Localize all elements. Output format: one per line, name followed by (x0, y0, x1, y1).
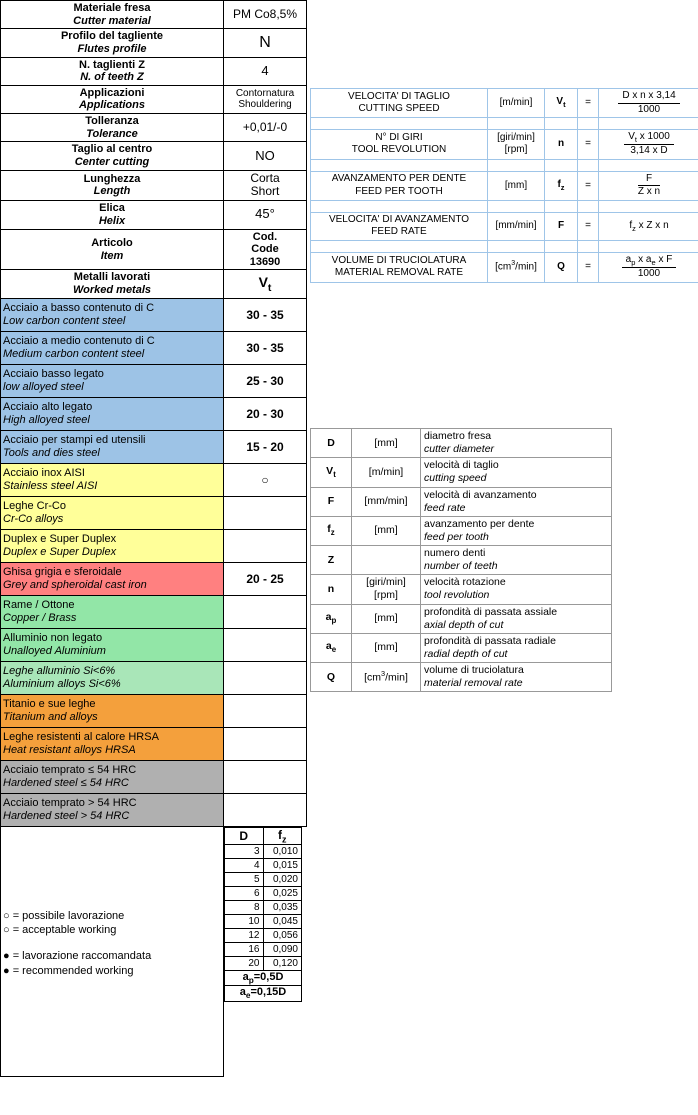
material-titanium: Titanio e sue leghe Titanium and alloys (1, 694, 224, 727)
dfz-cell (224, 826, 307, 1076)
table-row (1, 29, 307, 57)
table-row (1, 114, 307, 142)
material-cast-iron: Ghisa grigia e sferoidale Grey and spheroidal cast iron (1, 562, 224, 595)
material-vt-value (224, 496, 307, 529)
formula-symbol-vt: $V_t$ (545, 89, 578, 118)
table-row (225, 929, 302, 943)
label-en: Tolerance (86, 127, 138, 140)
symbol-description: velocità rotazione tool revolution (421, 575, 612, 604)
worked-metals-vt-header: $V_t$ (224, 270, 307, 298)
table-row (311, 487, 612, 516)
material-crco: Leghe Cr-Co Cr-Co alloys (1, 496, 224, 529)
dfz-d: 5 (225, 873, 264, 887)
spec-value-teeth: 4 (224, 57, 307, 85)
table-row (1, 364, 307, 397)
formula-row-tool-revolution (311, 130, 698, 160)
table-row (1, 529, 307, 562)
material-aluminium-alloys: Leghe alluminio Si<6% Aluminium alloys Si<6% (1, 661, 224, 694)
spec-label-length (1, 170, 224, 201)
legend-acceptable-it: ○ = possibile lavorazione (3, 909, 125, 922)
table-row (1, 562, 307, 595)
table-row (1, 793, 307, 826)
symbol-description: velocità di avanzamento feed rate (421, 487, 612, 516)
material-low-carbon: Acciaio a basso contenuto di C Low carbon content steel (1, 298, 224, 331)
formula-symbol-fz: $f_z$ (545, 171, 578, 200)
table-row (225, 971, 302, 986)
label-en: Length (93, 185, 131, 198)
table-row (1, 661, 307, 694)
material-vt-value (224, 793, 307, 826)
table-row (311, 575, 612, 604)
table-row (1, 694, 307, 727)
spec-value-item: Cod. Code 13690 (224, 229, 307, 270)
spec-label-tolerance (1, 114, 224, 142)
label-it: N. taglienti Z (79, 58, 145, 71)
table-row (1, 595, 307, 628)
table-row (1, 496, 307, 529)
symbol-description: avanzamento per dente feed per tooth (421, 516, 612, 545)
formula-unit: [mm/min] (488, 212, 545, 240)
material-low-alloyed: Acciaio basso legato low alloyed steel (1, 364, 224, 397)
spec-label-flutes-profile (1, 29, 224, 57)
symbol-unit: [mm/min] (352, 487, 421, 516)
table-row (225, 957, 302, 971)
dfz-d: 4 (225, 859, 264, 873)
legend-notes (1, 826, 224, 1076)
symbol-description: velocità di taglio cutting speed (421, 458, 612, 487)
formula-unit: [mm] (488, 171, 545, 200)
label-it: Metalli lavorati (73, 271, 151, 284)
table-row (1, 142, 307, 170)
spec-value-helix: 45° (224, 201, 307, 229)
symbol-description: volume di truciolatura material removal rate (421, 663, 612, 692)
formula-equals: = (578, 89, 599, 118)
spec-value-length: Corta Short (224, 170, 307, 201)
dfz-d: 8 (225, 901, 264, 915)
table-row (311, 429, 612, 458)
table-row (1, 727, 307, 760)
formula-denominator: 3,14 x D (630, 145, 668, 157)
material-vt-value: 30 - 35 (224, 331, 307, 364)
dfz-d: 12 (225, 929, 264, 943)
table-row (225, 915, 302, 929)
table-row (1, 397, 307, 430)
formula-numerator: $a_p$ x $a_e$ x F (622, 254, 677, 268)
table-row (225, 887, 302, 901)
dfz-fz: 0,090 (263, 943, 302, 957)
dfz-d: 16 (225, 943, 264, 957)
material-vt-value (224, 727, 307, 760)
worked-metals-label (1, 270, 224, 298)
dfz-d: 6 (225, 887, 264, 901)
symbol-vt: $V_t$ (311, 458, 352, 487)
material-vt-value (224, 760, 307, 793)
label-it: Taglio al centro (71, 143, 153, 156)
table-row-legend (1, 826, 307, 1076)
formula-name-mrr: VOLUME DI TRUCIOLATURA MATERIAL REMOVAL RATE (311, 252, 488, 282)
formula-denominator: 1000 (637, 103, 661, 115)
formula-expression (599, 89, 698, 118)
table-row (1, 57, 307, 85)
material-vt-value (224, 661, 307, 694)
label-it: Elica (99, 202, 125, 215)
formula-numerator: $V_t$ x 1000 (624, 131, 674, 145)
table-row (1, 298, 307, 331)
formula-name-tool-revolution: N° DI GIRI TOOL REVOLUTION (311, 130, 488, 160)
dfz-fz: 0,056 (263, 929, 302, 943)
formula-equals: = (578, 252, 599, 282)
dfz-fz: 0,035 (263, 901, 302, 915)
dfz-fz: 0,015 (263, 859, 302, 873)
material-vt-value (224, 529, 307, 562)
label-en: Applications (78, 99, 145, 112)
spec-table (0, 0, 307, 1077)
formula-expression (599, 252, 698, 282)
symbol-unit: [mm] (352, 429, 421, 458)
symbols-table (310, 428, 612, 692)
material-high-alloyed: Acciaio alto legato High alloyed steel (1, 397, 224, 430)
table-row (311, 633, 612, 662)
formula-numerator: D x n x 3,14 (618, 90, 679, 104)
material-tools-dies: Acciaio per stampi ed utensili Tools and dies steel (1, 430, 224, 463)
formula-unit: [giri/min] [rpm] (488, 130, 545, 160)
symbol-q: Q (311, 663, 352, 692)
table-row (225, 901, 302, 915)
dfz-footer-ap: $a_p=0,5D$ (225, 971, 302, 986)
material-vt-value: 20 - 30 (224, 397, 307, 430)
formula-equals: = (578, 212, 599, 240)
table-row (311, 546, 612, 575)
material-vt-value: 15 - 20 (224, 430, 307, 463)
formula-unit: $[cm^3/\min]$ (488, 252, 545, 282)
legend-recommended-en: ● = recommended working (3, 964, 134, 977)
material-vt-value: 25 - 30 (224, 364, 307, 397)
label-en: Worked metals (72, 284, 152, 297)
formula-equals: = (578, 130, 599, 160)
table-row (1, 170, 307, 201)
label-en: N. of teeth Z (80, 71, 144, 84)
legend-recommended-it: ● = lavorazione raccomandata (3, 950, 152, 963)
spec-label-teeth (1, 57, 224, 85)
label-en: Helix (98, 214, 126, 227)
formula-expression (599, 130, 698, 160)
material-stainless: Acciaio inox AISI Stainless steel AISI (1, 463, 224, 496)
formula-denominator: Z x n (637, 186, 661, 198)
symbol-unit: $[cm^3/\min]$ (352, 663, 421, 692)
spec-label-helix (1, 201, 224, 229)
label-en: Item (100, 249, 124, 262)
formula-name-feed-rate: VELOCITA' DI AVANZAMENTO FEED RATE (311, 212, 488, 240)
formula-symbol-f: F (545, 212, 578, 240)
formula-row-cutting-speed (311, 89, 698, 118)
formula-name-feed-per-tooth: AVANZAMENTO PER DENTE FEED PER TOOTH (311, 171, 488, 200)
symbol-n: n (311, 575, 352, 604)
material-unalloyed-aluminium: Alluminio non legato Unalloyed Aluminium (1, 628, 224, 661)
table-row (1, 1, 307, 29)
symbol-ap: $a_p$ (311, 604, 352, 633)
material-vt-value (224, 628, 307, 661)
table-row (311, 663, 612, 692)
spec-label-center-cutting (1, 142, 224, 170)
dfz-fz: 0,025 (263, 887, 302, 901)
legend-acceptable-en: ○ = acceptable working (3, 924, 117, 937)
table-row (225, 859, 302, 873)
table-row (225, 943, 302, 957)
table-row (311, 458, 612, 487)
table-row (225, 845, 302, 859)
label-it: Lunghezza (83, 172, 141, 185)
material-medium-carbon: Acciaio a medio contenuto di C Medium carbon content steel (1, 331, 224, 364)
dfz-footer-ae: $a_e=0,15D$ (225, 986, 302, 1001)
symbol-unit: [m/min] (352, 458, 421, 487)
formula-spacer (311, 240, 698, 252)
dfz-table (224, 827, 302, 1002)
symbol-ae: $a_e$ (311, 633, 352, 662)
formula-spacer (311, 118, 698, 130)
dfz-header-d: D (225, 827, 264, 844)
table-row (225, 873, 302, 887)
formula-unit: [m/min] (488, 89, 545, 118)
symbol-description: profondità di passata radiale radial depth of cut (421, 633, 612, 662)
spec-label-item (1, 229, 224, 270)
label-en: Flutes profile (77, 42, 147, 55)
spec-value-applications: Contornatura Shouldering (224, 85, 307, 113)
formula-row-feed-per-tooth (311, 171, 698, 200)
label-en: Center cutting (74, 156, 150, 169)
symbol-description: profondità di passata assiale axial depth of cut (421, 604, 612, 633)
spec-value-flutes-profile: N (224, 29, 307, 57)
table-row (1, 430, 307, 463)
symbol-unit: [giri/min] [rpm] (352, 575, 421, 604)
symbol-d: D (311, 429, 352, 458)
table-row (311, 516, 612, 545)
material-vt-value: 30 - 35 (224, 298, 307, 331)
formula-numerator: F (638, 173, 660, 187)
material-vt-value (224, 595, 307, 628)
material-copper-brass: Rame / Ottone Copper / Brass (1, 595, 224, 628)
formula-equals: = (578, 171, 599, 200)
dfz-header-fz: $f_z$ (263, 827, 302, 844)
label-en: Cutter material (73, 14, 151, 27)
label-it: Applicazioni (79, 86, 145, 99)
material-vt-value (224, 694, 307, 727)
label-it: Articolo (91, 236, 133, 249)
spec-value-cutter-material: PM Co8,5% (224, 1, 307, 29)
formula-expression (599, 171, 698, 200)
symbol-unit: [mm] (352, 633, 421, 662)
dfz-header-row (225, 827, 302, 844)
symbol-z: Z (311, 546, 352, 575)
symbol-description: numero denti number of teeth (421, 546, 612, 575)
label-it: Profilo del tagliente (60, 30, 164, 43)
table-row (1, 331, 307, 364)
spec-value-center-cutting: NO (224, 142, 307, 170)
table-row (1, 760, 307, 793)
symbol-f: F (311, 487, 352, 516)
symbol-unit (352, 546, 421, 575)
table-row (1, 201, 307, 229)
dfz-fz: 0,120 (263, 957, 302, 971)
spec-label-applications (1, 85, 224, 113)
formula-expression: $f_z$ x Z x n (599, 212, 698, 240)
symbol-unit: [mm] (352, 516, 421, 545)
formula-spacer (311, 159, 698, 171)
dfz-d: 10 (225, 915, 264, 929)
dfz-d: 20 (225, 957, 264, 971)
table-row (1, 628, 307, 661)
formula-name-cutting-speed: VELOCITA' DI TAGLIO CUTTING SPEED (311, 89, 488, 118)
table-row (1, 85, 307, 113)
table-row-worked-metals-header (1, 270, 307, 298)
formula-row-mrr (311, 252, 698, 282)
material-vt-value: ○ (224, 463, 307, 496)
table-row (225, 986, 302, 1001)
material-duplex: Duplex e Super Duplex Duplex e Super Duplex (1, 529, 224, 562)
dfz-fz: 0,045 (263, 915, 302, 929)
material-hardened-54-lte: Acciaio temprato ≤ 54 HRC Hardened steel ≤ 54 HRC (1, 760, 224, 793)
formula-symbol-n: n (545, 130, 578, 160)
table-row (1, 229, 307, 270)
spec-value-tolerance: +0,01/-0 (224, 114, 307, 142)
material-hrsa: Leghe resistenti al calore HRSA Heat resistant alloys HRSA (1, 727, 224, 760)
table-row (1, 463, 307, 496)
dfz-d: 3 (225, 845, 264, 859)
symbol-unit: [mm] (352, 604, 421, 633)
label-it: Materiale fresa (73, 2, 151, 14)
formula-table (310, 88, 698, 283)
material-hardened-54-gt: Acciaio temprato > 54 HRC Hardened steel > 54 HRC (1, 793, 224, 826)
table-row (311, 604, 612, 633)
formula-row-feed-rate (311, 212, 698, 240)
dfz-fz: 0,010 (263, 845, 302, 859)
dfz-fz: 0,020 (263, 873, 302, 887)
symbol-description: diametro fresa cutter diameter (421, 429, 612, 458)
formula-denominator: 1000 (637, 268, 661, 280)
formula-symbol-q: Q (545, 252, 578, 282)
spec-label-cutter-material (1, 1, 224, 29)
material-vt-value: 20 - 25 (224, 562, 307, 595)
symbol-fz: $f_z$ (311, 516, 352, 545)
formula-spacer (311, 200, 698, 212)
label-it: Tolleranza (85, 115, 139, 128)
